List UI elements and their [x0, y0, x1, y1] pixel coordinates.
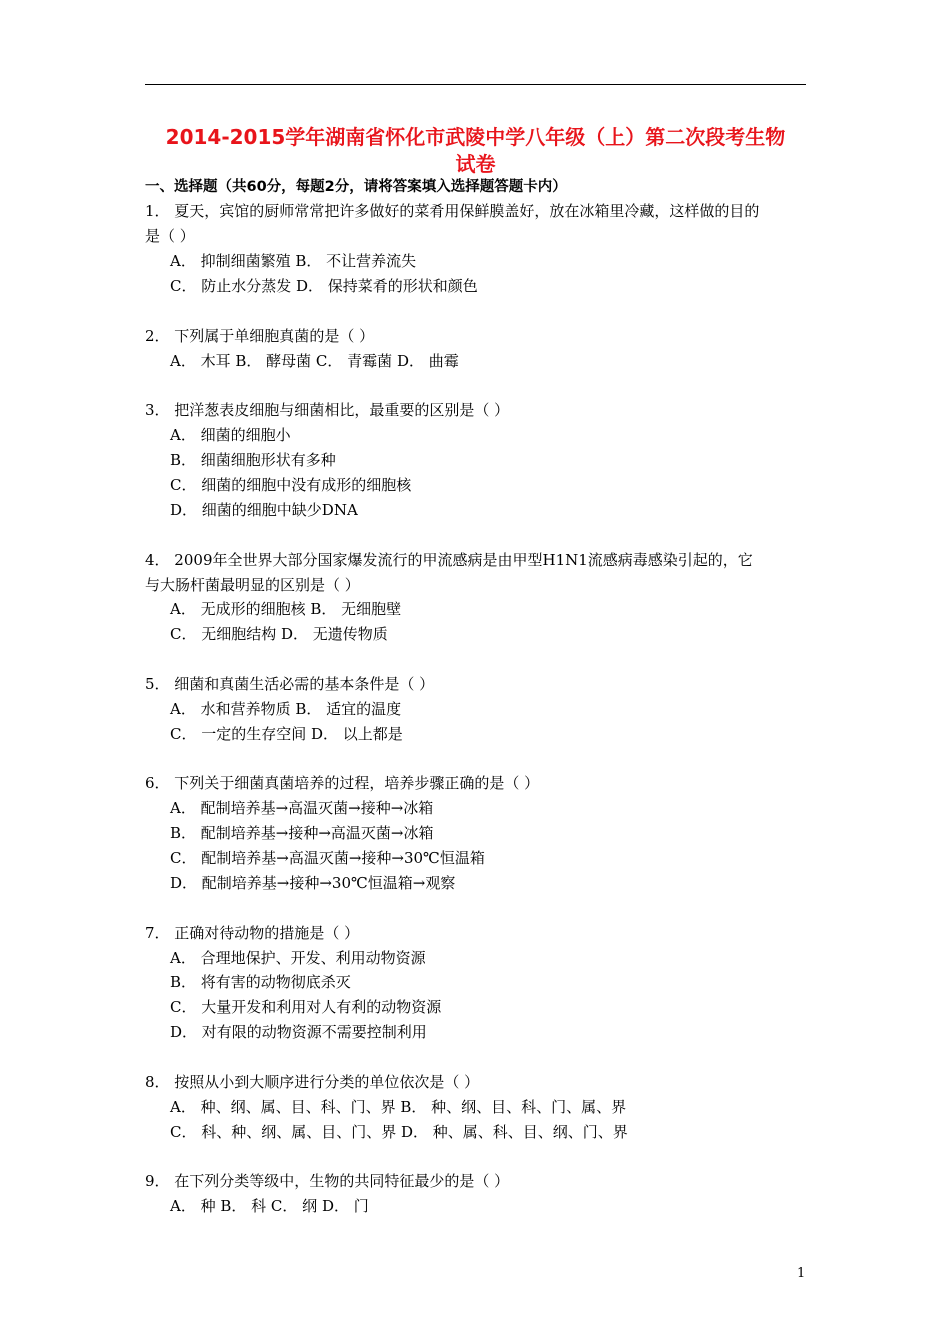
- question-1-stem-line-1: 1． 夏天，宾馆的厨师常常把许多做好的菜肴用保鲜膜盖好，放在冰箱里冷藏，这样做的目的: [145, 202, 760, 220]
- question-9-option-row-1: A． 种 B． 科 C． 纲 D． 门: [170, 1197, 369, 1215]
- question-4-stem-line-1: 4． 2009年全世界大部分国家爆发流行的甲流感病是由甲型H1N1流感病毒感染引起的，它: [145, 551, 753, 569]
- question-6-option-c: C． 配制培养基→高温灭菌→接种→30℃恒温箱: [170, 849, 485, 867]
- question-6-option-d: D． 配制培养基→接种→30℃恒温箱→观察: [170, 874, 456, 892]
- question-7-option-c: C． 大量开发和利用对人有利的动物资源: [170, 998, 442, 1016]
- question-5-option-row-2: C． 一定的生存空间 D． 以上都是: [170, 725, 403, 743]
- section-heading: 一、选择题（共60分，每题2分，请将答案填入选择题答题卡内）: [145, 179, 567, 195]
- question-7-option-a: A． 合理地保护、开发、利用动物资源: [170, 949, 426, 967]
- question-6-option-b: B． 配制培养基→接种→高温灭菌→冰箱: [170, 824, 434, 842]
- question-3-option-b: B． 细菌细胞形状有多种: [170, 451, 336, 469]
- question-7-stem: 7． 正确对待动物的措施是（ ）: [145, 924, 360, 942]
- question-5-option-row-1: A． 水和营养物质 B． 适宜的温度: [170, 700, 402, 718]
- question-4-option-row-1: A． 无成形的细胞核 B． 无细胞壁: [170, 600, 402, 618]
- question-8-option-row-2: C． 科、种、纲、属、目、门、界 D． 种、属、科、目、纲、门、界: [170, 1123, 628, 1141]
- header-rule: [145, 84, 806, 85]
- question-6-stem: 6． 下列关于细菌真菌培养的过程，培养步骤正确的是（ ）: [145, 774, 540, 792]
- document-title: [145, 124, 806, 178]
- question-3-option-c: C． 细菌的细胞中没有成形的细胞核: [170, 476, 412, 494]
- question-9-stem: 9． 在下列分类等级中，生物的共同特征最少的是（ ）: [145, 1172, 510, 1190]
- question-8-stem: 8． 按照从小到大顺序进行分类的单位依次是（ ）: [145, 1073, 480, 1091]
- question-7-option-b: B． 将有害的动物彻底杀灭: [170, 973, 351, 991]
- question-5-stem: 5． 细菌和真菌生活必需的基本条件是（ ）: [145, 675, 435, 693]
- question-2-option-row-1: A． 木耳 B． 酵母菌 C． 青霉菌 D． 曲霉: [170, 352, 459, 370]
- question-1-option-row-1: A． 抑制细菌繁殖 B． 不让营养流失: [170, 252, 417, 270]
- question-3-stem: 3． 把洋葱表皮细胞与细菌相比，最重要的区别是（ ）: [145, 401, 510, 419]
- title-line-2: 试卷: [455, 152, 496, 176]
- question-7-option-d: D． 对有限的动物资源不需要控制利用: [170, 1023, 427, 1041]
- question-6-option-a: A． 配制培养基→高温灭菌→接种→冰箱: [170, 799, 434, 817]
- question-2-stem: 2． 下列属于单细胞真菌的是（ ）: [145, 327, 375, 345]
- question-1-option-row-2: C． 防止水分蒸发 D． 保持菜肴的形状和颜色: [170, 277, 478, 295]
- question-1-stem-line-2: 是（ ）: [145, 227, 195, 245]
- question-4-stem-line-2: 与大肠杆菌最明显的区别是（ ）: [145, 576, 360, 594]
- question-3-option-d: D． 细菌的细胞中缺少DNA: [170, 501, 358, 519]
- question-4-option-row-2: C． 无细胞结构 D． 无遗传物质: [170, 625, 388, 643]
- title-line-1: 2014-2015学年湖南省怀化市武陵中学八年级（上）第二次段考生物: [165, 125, 786, 149]
- question-3-option-a: A． 细菌的细胞小: [170, 426, 291, 444]
- question-8-option-row-1: A． 种、纲、属、目、科、门、界 B． 种、纲、目、科、门、属、界: [170, 1098, 627, 1116]
- page-number: 1: [797, 1266, 806, 1281]
